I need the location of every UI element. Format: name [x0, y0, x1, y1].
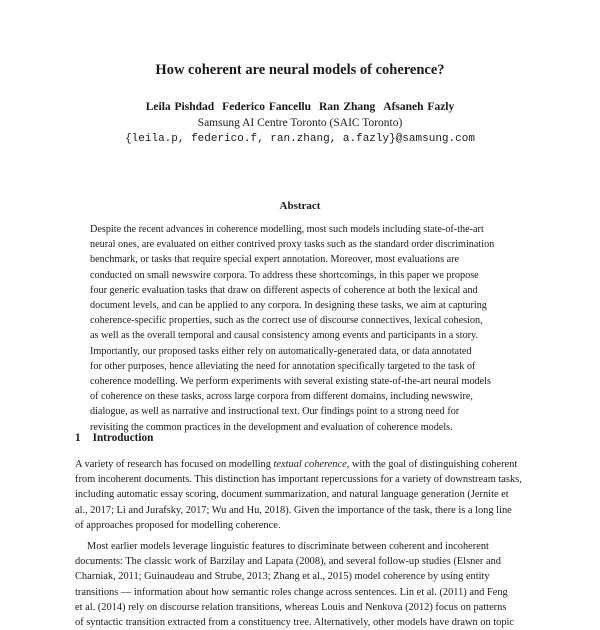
author-emails: {leila.p, federico.f, ran.zhang, a.fazly}@samsung.com [125, 133, 475, 145]
abstract-line: as well as the overall temporal and causal consistency among events and participants in a story. [90, 330, 479, 342]
section-title: Introduction [92, 432, 154, 444]
abstract-body [90, 222, 518, 435]
paragraph-line: of syntactic transition extracted from a constituency tree. Alternatively, other models have drawn on topic [75, 617, 515, 629]
section-number: 1 [75, 432, 81, 444]
paragraph [75, 539, 533, 630]
paragraph-line: Most earlier models leverage linguistic features to discriminate between coherent and incoherent [87, 541, 489, 553]
affiliation: Samsung AI Centre Toronto (SAIC Toronto) [197, 117, 403, 129]
paper-title: How coherent are neural models of coherence? [155, 62, 445, 78]
abstract-line: revisiting the common practices in the development and evaluation of coherence models. [90, 421, 453, 433]
author-name: Federico Fancellu [222, 101, 311, 113]
paragraph [75, 457, 533, 533]
abstract-heading: Abstract [279, 200, 321, 212]
abstract-line: neural ones, are evaluated on either contrived proxy tasks such as the standard order discrimination [90, 239, 495, 251]
text-run: A variety of research has focused on modelling [75, 459, 274, 470]
paragraph-line: et al. (2014) rely on discourse relation transitions, whereas Louis and Nenkova (2012) focus on patterns [75, 601, 507, 613]
abstract-line: for other purposes, hence alleviating the need for annotation specifically targeted to the task of [90, 360, 476, 372]
abstract-line: coherence modelling. We perform experiments with several existing state-of-the-art neural models [90, 376, 491, 388]
abstract-line: Importantly, our proposed tasks either rely on automatically-generated data, or data annotated [90, 345, 472, 357]
section-heading [75, 432, 153, 444]
abstract-line: four generic evaluation tasks that draw on different aspects of coherence at both the lexical and [90, 284, 478, 296]
introduction-body [75, 457, 533, 630]
paragraph-line: transitions — information about how semantic roles change across sentences. Lin et al. (2011) and Feng [75, 586, 508, 598]
author-list [0, 101, 600, 113]
abstract-line: of coherence on these tasks, across large corpora from different domains, including newswire, [90, 391, 473, 403]
abstract-line: dialogue, as well as narrative and instructional text. Our findings point to a strong need for [90, 406, 460, 418]
abstract-line: conducted on small newswire corpora. To address these shortcomings, in this paper we propose [90, 269, 479, 281]
paragraph-line: documents: The classic work of Barzilay and Lapata (2008), and several follow-up studies (Elsner and [75, 556, 501, 568]
abstract-line: document levels, and can be applied to any corpora. In designing these tasks, we aim at capturing [90, 300, 487, 312]
author-name: Afsaneh Fazly [383, 101, 455, 113]
text-run: , with the goal of distinguishing coherent [346, 459, 518, 470]
paragraph-line: of approaches proposed for modelling coherence. [75, 519, 281, 531]
abstract-line: benchmark, or tasks that require special expert annotation. Moreover, most evaluations are [90, 254, 460, 266]
paragraph-line: from incoherent documents. This distinction has important repercussions for a variety of downstream tasks, [75, 474, 522, 486]
emphasized-term: textual coherence [273, 459, 347, 470]
author-name: Leila Pishdad [145, 101, 215, 113]
paragraph-line: including automatic essay scoring, document summarization, and natural language generation (Jernite et [75, 489, 509, 501]
author-name: Ran Zhang [319, 101, 376, 113]
abstract-line: Despite the recent advances in coherence modelling, most such models including state-of-the-art [90, 224, 484, 235]
paragraph-line: al., 2017; Li and Jurafsky, 2017; Wu and Hu, 2018). Given the importance of the task, there is a long line [75, 504, 512, 516]
paragraph-line [75, 457, 533, 472]
abstract-line: coherence-specific properties, such as the correct use of discourse connectives, lexical cohesion, [90, 315, 483, 327]
paragraph-line: Charniak, 2011; Guinaudeau and Strube, 2013; Zhang et al., 2015) model coherence by using entity [75, 571, 490, 583]
